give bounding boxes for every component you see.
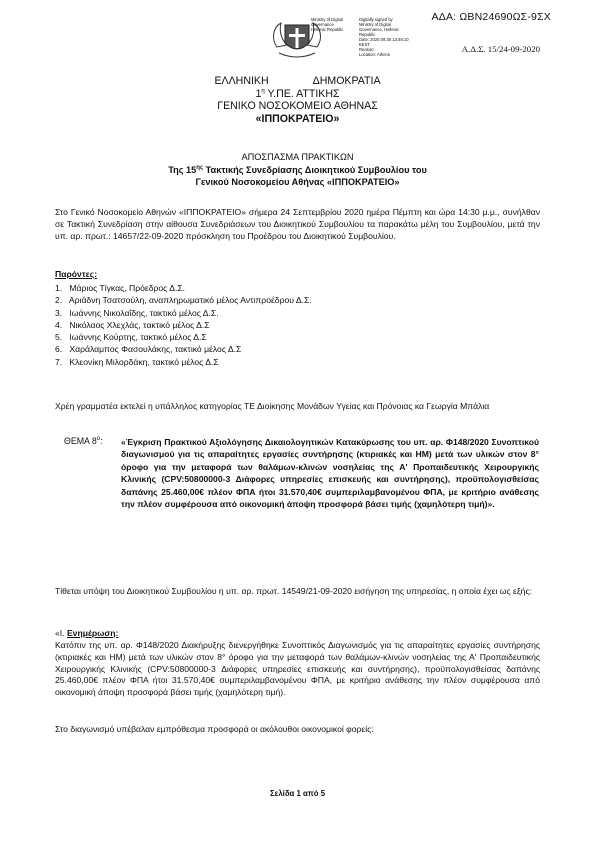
stamp-line: Republic [359,32,376,37]
stamp-line: Location: Athens [359,52,390,57]
present-label: Παρόντες: [55,269,98,279]
stamp-line: Governance, Hellenic [359,27,400,32]
theme-label: ΘΕΜΑ $8^o$: [64,436,103,446]
page-footer: Σελίδα 1 από 5 [269,789,326,798]
list-item: 5. Ιωάννης Κούρτης, τακτικό μέλος Δ.Σ [55,332,207,343]
section-last-line: Στο διαγωνισμό υπέβαλαν εμπρόθεσμα προσφορά οι ακόλουθοι οικονομικοί φορείς: [55,724,374,734]
header-hospital: ΓΕΝΙΚΟ ΝΟΣΟΚΟΜΕΙΟ ΑΘΗΝΑΣ [217,100,378,112]
document-title: ΑΠΟΣΠΑΣΜΑ ΠΡΑΚΤΙΚΩΝ [241,152,354,162]
theme-text-main: «Έγκριση Πρακτικού Αξιολόγησης Δικαιολογητικών Κατακύρωσης του υπ. αρ. Φ148/2020 Συνοπτικού διαγωνισμού για τις απαραίτητες εργασίες συντήρησης (κτιριακές και ΗΜ) μετά των υλικών στον 8° όροφο για την μεταφορά των θαλάμων-κλινών νοσηλείας της Α' Προπαιδευτικής Χειρουργικής Κλινικής [121,437,539,485]
list-item: 1. Μάριος Τίγκας, Πρόεδρος Δ.Σ. [55,283,186,293]
list-item: 7. Κλεονίκη Μιλορδάκη, τακτικό μέλος Δ.Σ [55,356,219,367]
submitted-paragraph: Τίθεται υπόψη του Διοικητικού Συμβουλίου η υπ. αρ. πρωτ. 14549/21-09-2020 εισήγηση της υπηρεσίας, η οποία έχει ως εξής: [55,586,532,596]
header-country-word2: ΔΗΜΟΚΡΑΤΙΑ [312,75,381,87]
theme-text [121,436,539,510]
stamp-line: Date: 2020.09.30 13:46:10 [359,37,409,42]
header-hospital-name: «ΙΠΠΟΚΡΑΤΕΙΟ» [255,113,340,125]
theme-text-bold: (CPV:50800000-3 Διάφορες υπηρεσίες επισκευής και συντήρησης), προϋπολογισθείσας δαπάνης 25.460,00€ πλέον ΦΠΑ ήτοι 31.570,40€ συμπεριλαμβανομένου ΦΠΑ, με κριτήριο ανάθεσης την πλέον συμφέρουσα από οικονομική άποψη προσφορά βάσει τιμής (χαμηλότερη τιμή)». [121,474,539,510]
section-title: Ενημέρωση: [66,628,119,638]
stamp-line: Reason: [359,47,375,52]
members-list [55,282,312,368]
section-heading [55,627,118,639]
intro-paragraph: Στο Γενικό Νοσοκομείο Αθηνών «ΙΠΠΟΚΡΑΤΕΙΟ» σήμερα 24 Σεπτεμβρίου 2020 ημέρα Πέμπτη και ώρα 14:30 μ.μ., συνήλθαν σε Τακτική Συνεδρίαση στην αίθουσα Συνεδριάσεων του Διοικητικού Συμβουλίου τα παρακάτω μέλη του Συμβουλίου, μετά την υπ. αρ. πρωτ.: 14657/22-09-2020 πρόσκληση του Προέδρου του Διοικητικού Συμβουλίου. [55,207,540,241]
header-region: $1^\eta$ Υ.ΠΕ. ΑΤΤΙΚΗΣ [255,88,340,100]
list-item: 2. Αριάδνη Τσατσούλη, αναπληρωματικό μέλος Αντιπροέδρου Δ.Σ. [55,295,312,306]
section-body: Κατόπιν της υπ. αρ. Φ148/2020 Διακήρυξης διενεργήθηκε Συνοπτικός Διαγωνισμός για τις απαραίτητες εργασίες συντήρησης (κτιριακές και ΗΜ) μετά των υλικών στον 8° όροφο για την μεταφορά των θαλάμων-κλινών νοσηλείας της Α' Προπαιδευτικής Χειρουργικής Κλινικής (CPV:50800000-3 Διάφορες υπηρεσίες επισκευής και συντήρησης), προϋπολογισθείσας δαπάνης 25.460,00€ πλέον ΦΠΑ ήτοι 31.570,40€ συμπεριλαμβανομένου ΦΠΑ, με κριτήριο ανάθεσης την πλέον συμφέρουσα από οικονομική άποψη προσφορά βάσει τιμής (χαμηλότερη τιμή). [55,640,540,698]
stamp-line: Governance [311,22,334,27]
stamp-line: Digitally signed by [359,17,393,22]
secretary-paragraph: Χρέη γραμματέα εκτελεί η υπάλληλος κατηγορίας ΤΕ Διοίκησης Μονάδων Υγείας και Πρόνοιας κα Γεωργία Μπάλια [55,401,490,411]
stamp-line: EEST [359,42,370,47]
header-country [0,75,595,87]
session-subtitle-2: Γενικού Νοσοκομείου Αθήνας «ΙΠΠΟΚΡΑΤΕΙΟ» [195,177,400,187]
section-number: «Ι. [55,628,65,638]
stamp-line: Ministry of Digital [311,17,343,22]
stamp-line: Hellenic Republic [311,27,344,32]
stamp-line: Ministry of Digital [359,22,391,27]
ada-number: ΑΔΑ: ΩΒΝ24690ΩΣ-9ΣΧ [431,11,551,23]
session-subtitle: Της $15^{\eta\varsigma}$ Τακτικής Συνεδρίασης Διοικητικού Συμβουλίου του [168,164,427,175]
list-item: 4. Νικόλαος Χλεχλάς, τακτικό μέλος Δ.Σ [55,319,210,330]
header-country-word1: ΕΛΛΗΝΙΚΗ [214,75,269,87]
list-item: 3. Ιωάννης Νικολαΐδης, τακτικό μέλος Δ.Σ. [55,307,219,318]
ads-reference: Α.Δ.Σ. 15/24-09-2020 [461,44,540,54]
list-item: 6. Χαράλαμπος Φασουλάκης, τακτικό μέλος Δ.Σ [55,344,242,355]
